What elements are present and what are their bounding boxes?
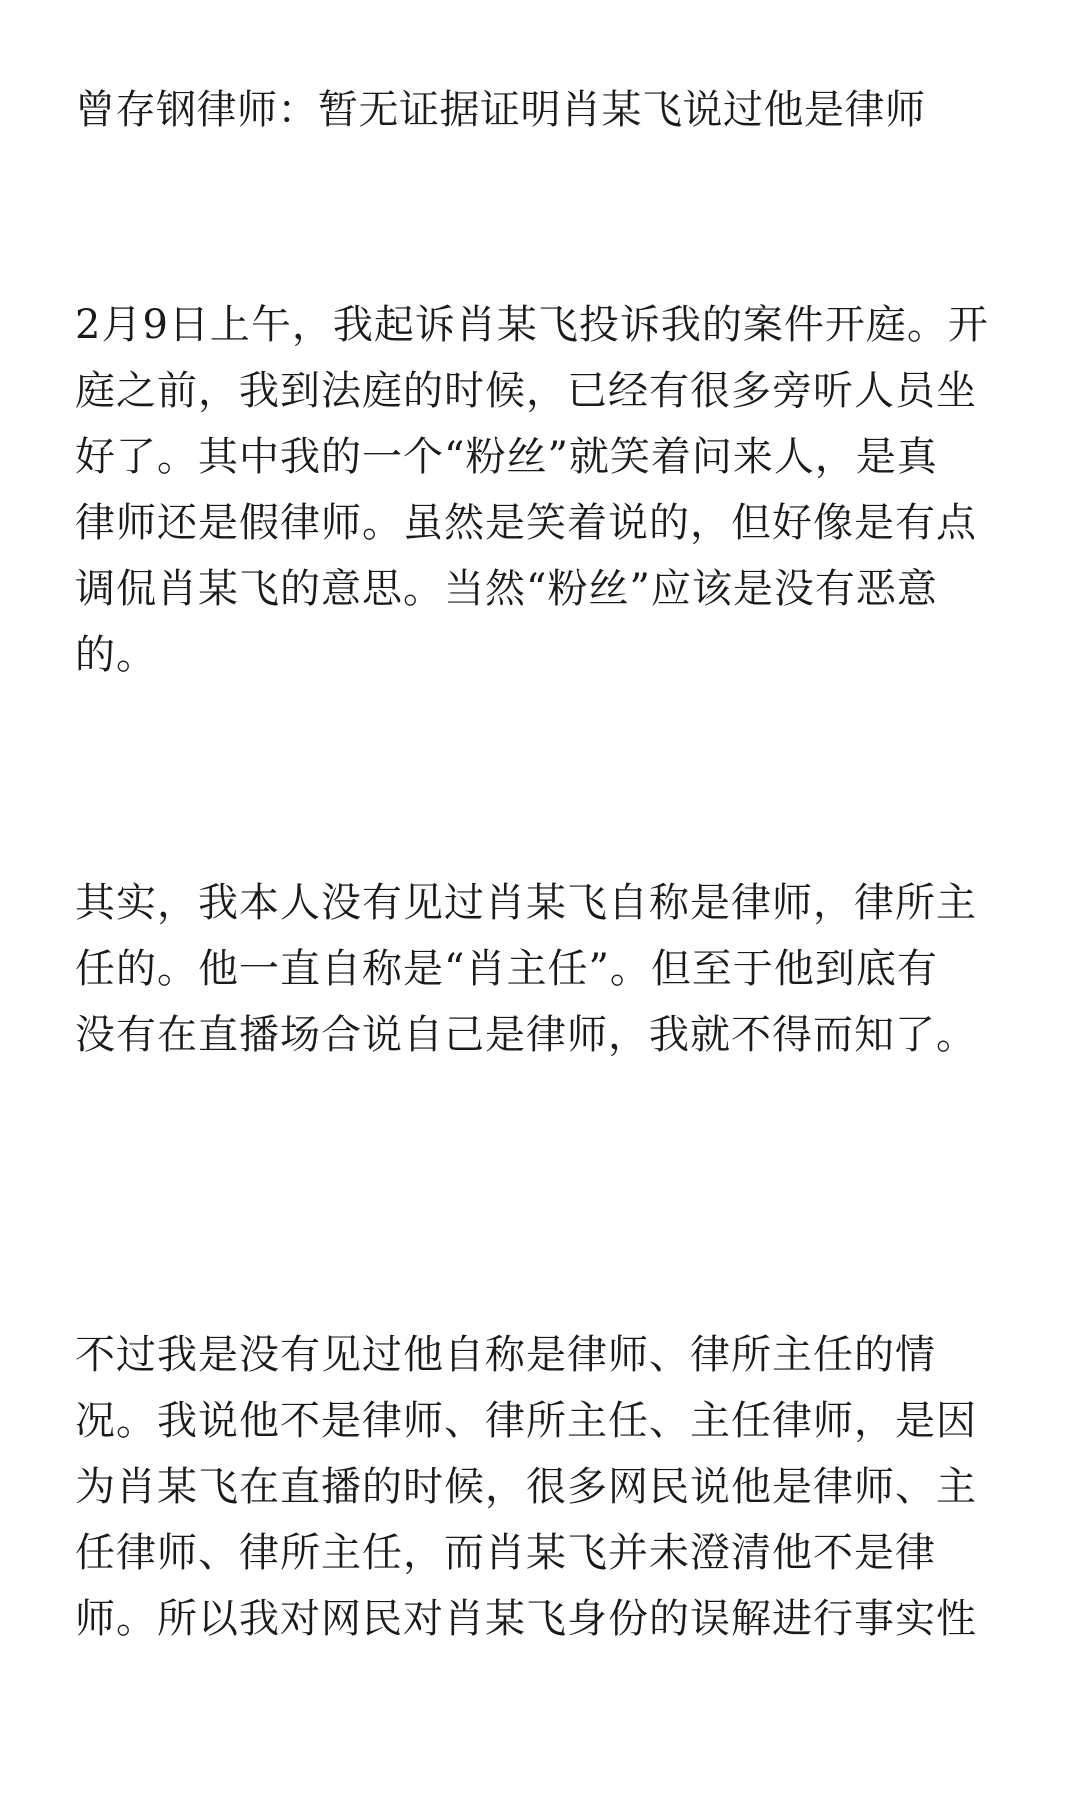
paragraph-line: 好了。其中我的一个“粉丝”就笑着问来人，是真 (75, 434, 938, 480)
paragraph-line: 调侃肖某飞的意思。当然“粉丝”应该是没有恶意 (75, 566, 938, 612)
paragraph-line: 庭之前，我到法庭的时候，已经有很多旁听人员坐 (75, 368, 977, 414)
paragraph-line: 不过我是没有见过他自称是律师、律所主任的情 (75, 1332, 936, 1378)
paragraph-self-title (75, 870, 1005, 1068)
paragraph-line: 任的。他一直自称是“肖主任”。但至于他到底有 (75, 946, 938, 992)
article-title: 曾存钢律师：暂无证据证明肖某飞说过他是律师 (75, 87, 926, 133)
paragraph-line: 的。 (75, 632, 157, 678)
paragraph-line: 其实，我本人没有见过肖某飞自称是律师，律所主 (75, 880, 977, 926)
paragraph-court-hearing (75, 292, 1005, 688)
paragraph-line: 2月9日上午，我起诉肖某飞投诉我的案件开庭。开 (75, 302, 989, 348)
paragraph-line: 任律师、律所主任，而肖某飞并未澄清他不是律 (75, 1530, 936, 1576)
paragraph-line: 为肖某飞在直播的时候，很多网民说他是律师、主 (75, 1464, 977, 1510)
paragraph-line: 师。所以我对网民对肖某飞身份的误解进行事实性 (75, 1596, 977, 1642)
paragraph-line: 况。我说他不是律师、律所主任、主任律师，是因 (75, 1398, 977, 1444)
paragraph-line: 没有在直播场合说自己是律师，我就不得而知了。 (75, 1012, 977, 1058)
paragraph-line: 律师还是假律师。虽然是笑着说的，但好像是有点 (75, 500, 977, 546)
paragraph-clarification (75, 1322, 1005, 1652)
